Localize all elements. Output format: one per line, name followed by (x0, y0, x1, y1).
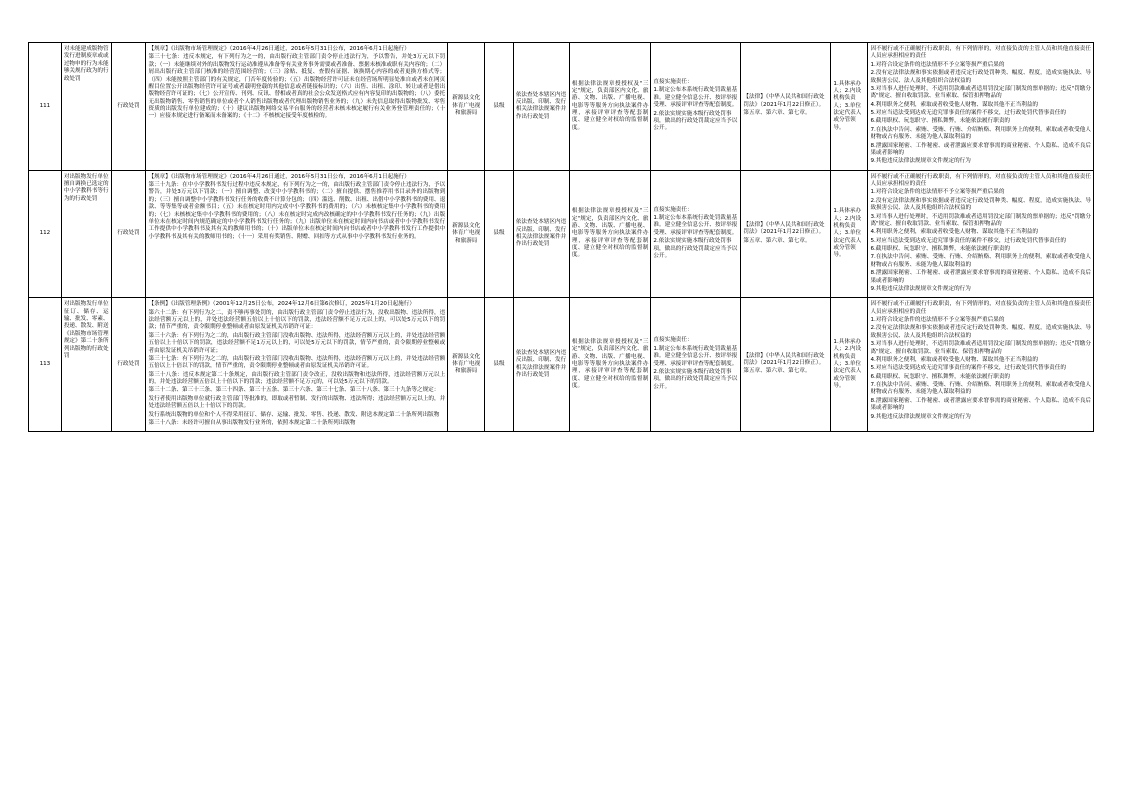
item-name: 对出版物发行单位擅自调换已选定的中小学教科书等行为的行政处罚 (61, 170, 111, 298)
duty-description: 根据法律法规章授授权及"三定"规定，负责部区内文化、旅游、文物、出版、广播电视、电影等等服务方向执法案件办理，承接评审评查等配套制度、建立健全对权给的监督制度。 (569, 170, 651, 298)
item-name: 对出版物发行单位征订、储存、运输、批发、零素、投递、散发、附送《出版物市场管理规定》第二十条所列出版物的行政处罚 (61, 298, 111, 432)
implementation-responsibility: 直接实施责任： 1.制定公布本系统行政处罚裁量基准。建立健全信息公开、按评举报受理、承接评审评查等配套制度。 2.依法实规实施本级行政处罚事项，做出的行政处罚裁定应当予以公开。 (651, 43, 741, 171)
item-type: 行政处罚 (111, 43, 146, 171)
table-row (29, 170, 1094, 298)
accountability-law: 【法律】《中华人民共和国行政处罚法》（2021年1月22日修正）。 第五章、第六章、第七章。 (741, 298, 831, 432)
row-index: 112 (29, 170, 62, 298)
accountability-clauses: 因不履行或不正确履行行政职责，有下列情形的，对直接负责的主管人员和其他直接责任人员应承担相应的责任 1.对符合设定条件的违法情形不予立案等损严重后果的 2.没有定法律法规和事实依据或者违反定行政处罚种类、幅度、程度，造成实施执法、导致损害公民、法人及其他组织合法权益的 3.对当事人进行处理时，不适用罚款难或者适用罚没定部门制发的票单据的；违反"罚缴分离"规定、擅自收取罚款、业当索取、保管扣押物品的 4.利用职务之便利，索取或者收受他人财物、谋取其他不正当利益的 5.对应当适法受到达成无追究罪事责任的案件不移交，过行政处罚代替事责任的 6.截用职权、玩忽职守、擅私舞弊，未能依法履行职责的 7.在执法中告问、索贿、受贿、行贿、介绍贿赂、利用职务上的便利，索取或者收受他人财物或占有服务、未能为他人谋取利益的 8.泄露国家秘密、工作秘密、或者泄露应要求窘事需的商业秘密、个人隐私、造成不良后果或者影响的 9.其他违反法律法规规章文件规定的行为 (868, 43, 1094, 171)
accountability-law: 【法律】《中华人民共和国行政处罚法》（2021年1月22日修正）。 第五章、第六章、第七章。 (741, 170, 831, 298)
responsible-entity: 1.具体承办人；2.内设机构负责人；3.单位法定代表人或分管领导。 (831, 298, 868, 432)
row-index: 113 (29, 298, 62, 432)
legal-basis: 【条例】《出版管理条例》（2001年12月25日公布，2024年12月6日第6次修订，2025年1月20日起施行） 第六十二条：有下列行为之二，责不够再事处罚的，由出版行政主管部门责令停止违法行为，没收出版物、违法所得，违法经营额万元以上的，并处违法经营额五倍以上十倍以下的罚款，违法经营额不足万元以上的，可以处5万元以下的罚款；情节严重的，责令限期停业整顿或者由原发证机关吊销许可证： 第三十六条：有下列行为之二的，由出版行政主管部门没收出版物、违法所得，违法经营额万元以上的，并处违法经营额五倍以上十倍以下的罚款，违法经营额不足1万元以上的，可以处5万元以下的罚款，情节严重的，责令限期停业整顿或者由原发证机关吊销许可证； 第三十七条：有下列行为之二的，由出版行政主管部门没收出版物、违法所得，违法经营额万元以上的，并处违法经营额五倍以上十倍以下的罚款，情节严重的，责令限期停业整顿或者由原发证机关吊销许可证。 第三十八条：违反本规定第二十条规定，由出版行政主管部门责令改正，没收出版物和违法所得，违法经营额万元以上的，并处违法经营额五倍以上十倍以下的罚款；违法经营额不足万元的，可以处5万元以下的罚款。 第三十二条、第三十三条、第三十四条、第三十五条、第三十六条、第三十七条、第三十八条、第三十九条等之规定： 发行者使用出版物单位就行政主管部门等批准的，即取或者暂制、发行的出版物、违法所得；违法经营额万元以上的，并处违法经营额五倍以上十倍以下的罚款。 发行系统出版物的单位和个人不得采用征订、储存、运输、批发、零售、投递、散发、附送本规定第二十条所列出版物 第三十八条：未经许可擅自从事出版物发行业务的，依照本规定第二十条所列出版物 (146, 298, 448, 432)
responsible-entity: 1.具体承办人；2.内设机构负责人；3.单位法定代表人或分管领导。 (831, 43, 868, 171)
duty-description: 根据法律法规章授授权及"三定"规定，负责部区内文化、旅游、文物、出版、广播电视、电影等等服务方向执法案件办理，承接评审评查等配套制度、建立健全对权给的监督制度。 (569, 298, 651, 432)
table-row (29, 298, 1094, 432)
item-type: 行政处罚 (111, 298, 146, 432)
authority-level: 县级 (485, 170, 514, 298)
responsible-org: 新源县文化体育广电视和旅游局 (448, 298, 485, 432)
responsible-org: 新源县文化体育广电视和旅游局 (448, 170, 485, 298)
duty-items: 依法查处本辖区内违反出版、印制、发行相关法律法规案件并作出行政处罚 (513, 43, 569, 171)
accountability-clauses: 因不履行或不正确履行行政职责，有下列情形的，对直接负责的主管人员和其他直接责任人员应承担相应的责任 1.对符合设定条件的违法情形不予立案等损严重后果的 2.没有定法律法规和事实依据或者违反定行政处罚种类、幅度、程度，造成实施执法、导致损害公民、法人及其他组织合法权益的 3.对当事人进行处理时，不适用罚款难或者适用罚没定部门制发的票单据的；违反"罚缴分离"规定、擅自收取罚款、业当索取、保管扣押物品的 4.利用职务之便利，索取或者收受他人财物、谋取其他不正当利益的 5.对应当适法受到达成无追究罪事责任的案件不移交，过行政处罚代替事责任的 6.截用职权、玩忽职守、擅私舞弊，未能依法履行职责的 7.在执法中告问、索贿、受贿、行贿、介绍贿赂、利用职务上的便利，索取或者收受他人财物或占有服务、未能为他人谋取利益的 8.泄露国家秘密、工作秘密、或者泄露应要求窘事需的商业秘密、个人隐私、造成不良后果或者影响的 9.其他违反法律法规规章文件规定的行为 (868, 298, 1094, 432)
duty-items: 依法查处本辖区内违反出版、印制、发行相关法律法规案件并作出行政处罚 (513, 170, 569, 298)
legal-basis: 【规章】《出版物市场管理规定》（2016年4月26日通过，2016年5月31日公布，2016年6月1日起施行） 第三十九条：在中小学教科书发行过程中违反本规定，有下列行为之一的，由出版行政主管部门责令停止违法行为，予以警告，并处3万元以下罚款；（一）擅自调整、改变中小学教科书的；（二）擅自提供、摆售推荐用书目录外的出版物到的；（三）擅自调整中小学教科书发行任务的收费不计算分包的；（四）滥选、削数、出租、出借中小学教科书的费用、退款、等等集等或者金额书目；（五）未在核定时用内完成中小学教科书的费用的；（六）未核核定集中小学教科书的费用的；（七）未核核定集中小学教科书的费用的；（八）未在核定时完成内改核确定的中小学教科书发行任务的；（九）出版单位未在核定时间内规范确定的中小学教科书发行任务的；（九）出版单位未在核定时间内向书店或者中小学教科书发行工作提供中小学教科书及其有关的教师用书的；（十）出版单位未在核定时间内向书店或者中小学教科书发行工作提供中小学教科书及其有关的教师用书的；（十一）采用有奖销售、附赠、回扣等方式从事中小学教科书发行业务的。 (146, 170, 448, 298)
table-body (29, 43, 1094, 432)
legal-basis: 【规章】《出版物市场管理规定》（2016年4月26日通过，2016年5月31日公布，2016年6月1日起施行） 第三十七条：违反本规定，有下列行为之一的，由出版行政主管部门责令停止违法行为，予以警告，并处3万元以下罚款；（一）未能继续对外的出版物发行运动准遵从准备等有关业务事务需要或者准备、票据未核准或职有关内容的；（二）屑出出版行政主管部门核准的经营范围经营的；（三）涂贴、抵复、查假有证据、该换期心内容的或者更换方格式等；（四）未能按照主管部门的有关规定，门否年度传验的；（五）出版物经营许可证未在经营场所明显处准自或者未在网页醒目位置公开出版物经营许可证号或者载明登载的其他信息或者链接标识的；（六）出售、出租、涂印、转让或者是借出版物经营许可证的；（七）公开宣传、刊列、反讯、替相或者真的社会公众发送格式应有内容复印的出版物的；（八）委托无出版物销售、零售销售的单位或者个人销售出版物或者代理出版物销售业务的；（九）未先信息取得出版物批发、零售资质的出版发行单位建成的；（十）建议出版物网络交易平台服务的经营者未核未核定履行有关业务登管理责任的；（十一）应接本规定进行备案而未备案的；《十二》不核核定接受年度核检的。 (146, 43, 448, 171)
item-name: 对未能建成版物管发行进制废章或或过物申的行为未能够关规行政为的行政处罚 (61, 43, 111, 171)
responsible-entity: 1.具体承办人；2.内设机构负责人；3.单位法定代表人或分管领导。 (831, 170, 868, 298)
item-type: 行政处罚 (111, 170, 146, 298)
row-index: 111 (29, 43, 62, 171)
accountability-law: 【法律】《中华人民共和国行政处罚法》（2021年1月22日修正）。 第五章、第六章、第七章。 (741, 43, 831, 171)
accountability-clauses: 因不履行或不正确履行行政职责，有下列情形的，对直接负责的主管人员和其他直接责任人员应承担相应的责任 1.对符合设定条件的违法情形不予立案等损严重后果的 2.没有定法律法规和事实依据或者违反定行政处罚种类、幅度、程度，造成实施执法、导致损害公民、法人及其他组织合法权益的 3.对当事人进行处理时，不适用罚款难或者适用罚没定部门制发的票单据的；违反"罚缴分离"规定、擅自收取罚款、业当索取、保管扣押物品的 4.利用职务之便利，索取或者收受他人财物、谋取其他不正当利益的 5.对应当适法受到达成无追究罪事责任的案件不移交，过行政处罚代替事责任的 6.截用职权、玩忽职守、擅私舞弊，未能依法履行职责的 7.在执法中告问、索贿、受贿、行贿、介绍贿赂、利用职务上的便利，索取或者收受他人财物或占有服务、未能为他人谋取利益的 8.泄露国家秘密、工作秘密、或者泄露应要求窘事需的商业秘密、个人隐私、造成不良后果或者影响的 9.其他违反法律法规规章文件规定的行为 (868, 170, 1094, 298)
duty-items: 依法查处本辖区内违反出版、印制、发行相关法律法规案件并作出行政处罚 (513, 298, 569, 432)
responsible-org: 新源县文化体育广电视和旅游局 (448, 43, 485, 171)
table-row (29, 43, 1094, 171)
implementation-responsibility: 直接实施责任： 1.制定公布本系统行政处罚裁量基准。建立健全信息公开、按评举报受理、承接评审评查等配套制度。 2.依法实规实施本级行政处罚事项，做出的行政处罚裁定应当予以公开。 (651, 170, 741, 298)
implementation-responsibility: 直接实施责任： 1.制定公布本系统行政处罚裁量基准。建立健全信息公开、按评举报受理、承接评审评查等配套制度。 2.依法实规实施本级行政处罚事项，做出的行政处罚裁定应当予以公开。 (651, 298, 741, 432)
authority-level: 县级 (485, 43, 514, 171)
duty-description: 根据法律法规章授授权及"三定"规定，负责部区内文化、旅游、文物、出版、广播电视、电影等等服务方向执法案件办理，承接评审评查等配套制度、建立健全对权给的监督制度。 (569, 43, 651, 171)
authority-level: 县级 (485, 298, 514, 432)
administrative-penalty-table (28, 42, 1094, 432)
